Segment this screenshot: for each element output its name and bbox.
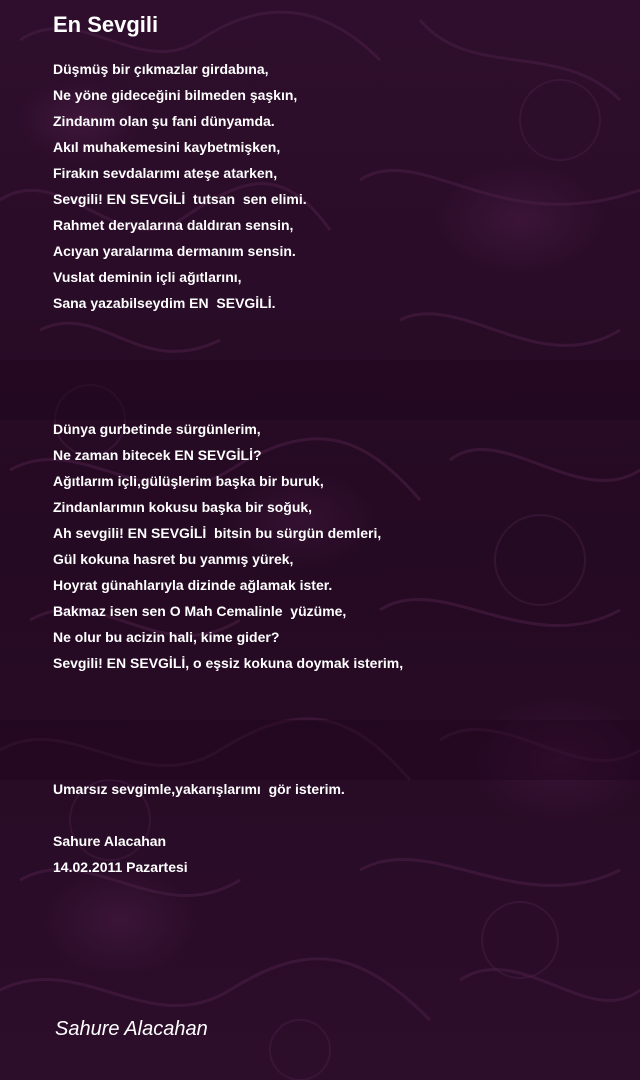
poem-title: En Sevgili [53,12,159,37]
poem-line: Firakın sevdalarımı ateşe atarken, [53,165,278,181]
poem-line: Acıyan yaralarıma dermanım sensin. [53,243,296,259]
poem-line: Rahmet deryalarına daldıran sensin, [53,217,294,233]
poem-line: Sana yazabilseydim EN SEVGİLİ. [53,295,276,311]
poem-line: Ah sevgili! EN SEVGİLİ bitsin bu sürgün demleri, [53,525,382,541]
poem-line: Sevgili! EN SEVGİLİ tutsan sen elimi. [53,191,307,207]
poem-container [53,10,633,880]
poem-line: Akıl muhakemesini kaybetmişken, [53,139,281,155]
closing-stanza [53,776,633,802]
poem-line: Ne yöne gideceğini bilmeden şaşkın, [53,87,298,103]
poem-line: Zindanım olan şu fani dünyamda. [53,113,275,129]
stanza-1 [53,56,633,316]
poem-line: Gül kokuna hasret bu yanmış yürek, [53,551,294,567]
poem-line: Dünya gurbetinde sürgünlerim, [53,421,261,437]
poem-line: Düşmüş bir çıkmazlar girdabına, [53,61,269,77]
poem-line: Bakmaz isen sen O Mah Cemalinle yüzüme, [53,603,347,619]
poem-line: Ne olur bu acizin hali, kime gider? [53,629,280,645]
poem-line: Sevgili! EN SEVGİLİ, o eşsiz kokuna doymak isterim, [53,655,404,671]
poem-line: Ne zaman bitecek EN SEVGİLİ? [53,447,262,463]
poem-line: Hoyrat günahlarıyla dizinde ağlamak ister. [53,577,333,593]
signature-block [53,828,633,880]
poem-line: Zindanlarımın kokusu başka bir soğuk, [53,499,313,515]
footer-author: Sahure Alacahan [55,1018,208,1040]
stanza-2 [53,416,633,676]
signature-name: Sahure Alacahan [53,833,167,849]
closing-line: Umarsız sevgimle,yakarışlarımı gör isterim. [53,781,345,797]
signature-date: 14.02.2011 Pazartesi [53,859,188,875]
poem-line: Ağıtlarım içli,gülüşlerim başka bir buruk, [53,473,324,489]
poem-line: Vuslat deminin içli ağıtlarını, [53,269,242,285]
